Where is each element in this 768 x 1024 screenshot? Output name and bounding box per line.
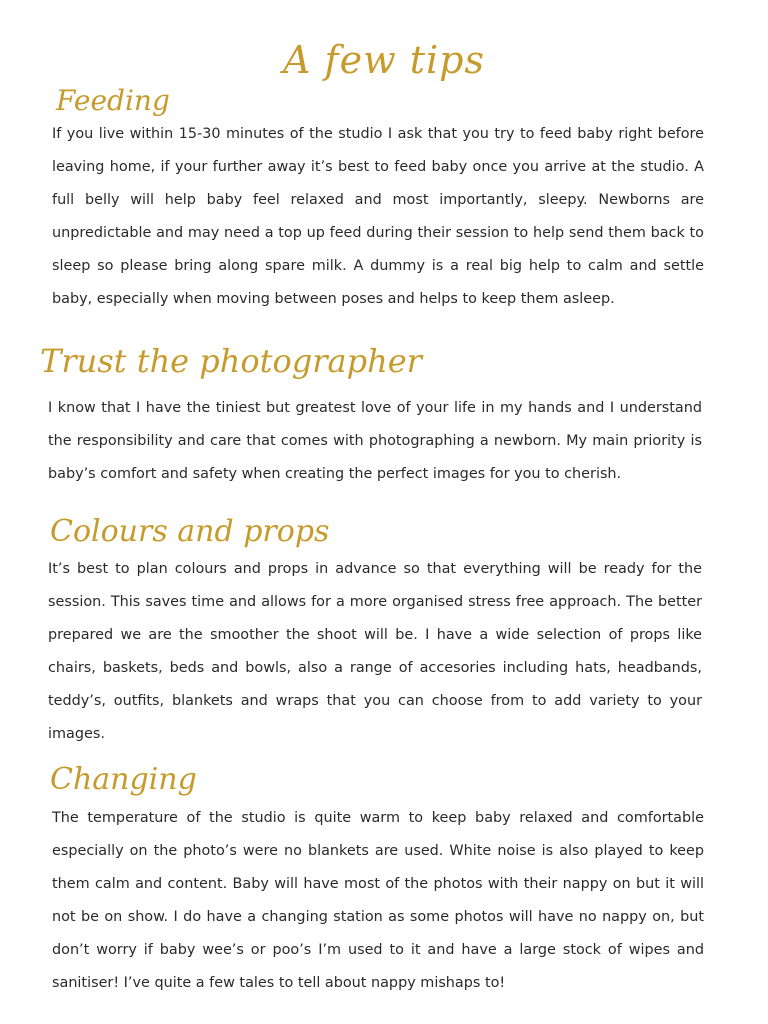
section-heading-trust-the-photographer: Trust the photographer — [40, 342, 422, 380]
section-body-trust-the-photographer: I know that I have the tiniest but greatest love of your life in my hands and I understand the responsibility and care that comes with photographing a newborn. My main priority is baby’s comfort and safety when creating the perfect images for you to cherish. — [48, 400, 702, 482]
section-heading-colours-and-props: Colours and props — [50, 514, 330, 549]
section-body-changing: The temperature of the studio is quite warm to keep baby relaxed and comfortable especially on the photo’s were no blankets are used. White noise is also played to keep them calm and content. Baby will have most of the photos with their nappy on but it will not be on show. I do have a changing station as some photos will have no nappy on, but don’t worry if baby wee’s or poo’s I’m used to it and have a large stock of wipes and sanitiser! I’ve quite a few tales to tell about nappy mishaps to! — [52, 810, 704, 991]
section-heading-feeding: Feeding — [56, 84, 170, 117]
section-body-colours-and-props: It’s best to plan colours and props in advance so that everything will be ready for the session. This saves time and allows for a more organised stress free approach. The better prepared we are the smoother the shoot will be. I have a wide selection of props like chairs, baskets, beds and bowls, also a range of accesories including hats, headbands, teddy’s, outfits, blankets and wraps that you can choose from to add variety to your images. — [48, 561, 702, 742]
page-title: A few tips — [283, 38, 485, 82]
section-heading-changing: Changing — [50, 762, 197, 797]
section-body-feeding: If you live within 15-30 minutes of the studio I ask that you try to feed baby right before leaving home, if your further away it’s best to feed baby once you arrive at the studio. A full belly will help baby feel relaxed and most importantly, sleepy. Newborns are unpredictable and may need a top up feed during their session to help send them back to sleep so please bring along spare milk. A dummy is a real big help to calm and settle baby, especially when moving between poses and helps to keep them asleep. — [52, 126, 704, 307]
